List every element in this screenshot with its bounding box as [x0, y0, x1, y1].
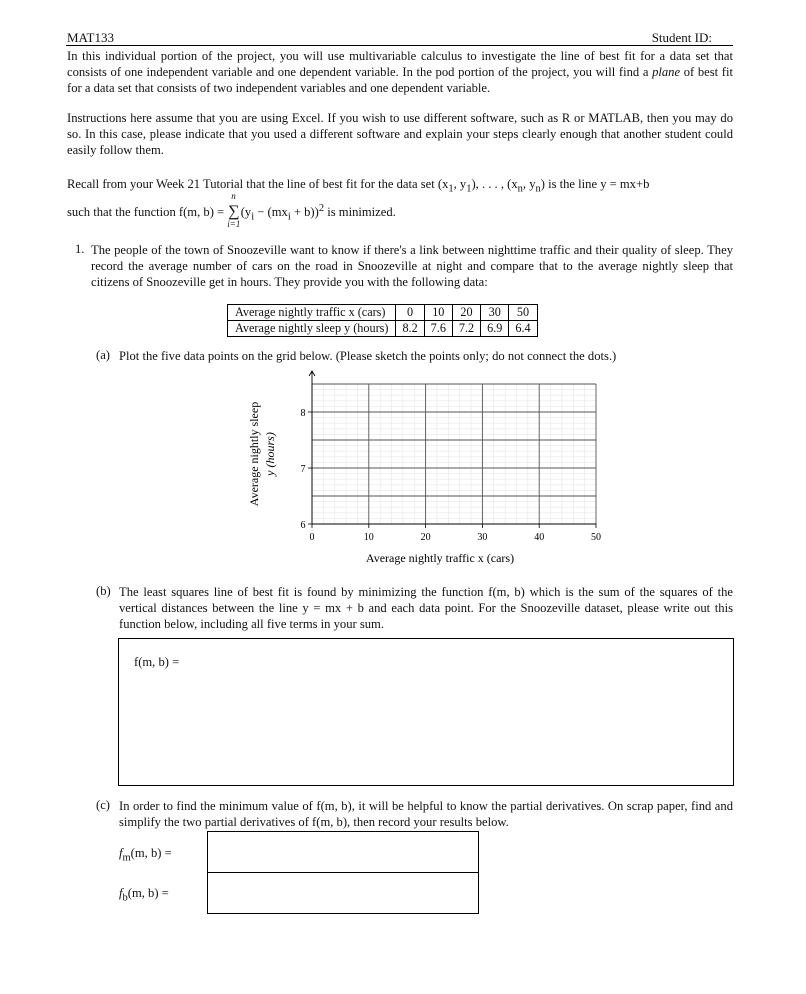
scatter-plot-grid[interactable]	[240, 366, 620, 572]
tick-labels	[301, 408, 602, 543]
table-cell: 20	[452, 305, 480, 321]
y-tick-label: 8	[300, 408, 306, 419]
intro-paragraph-2: Instructions here assume that you are using Excel. If you wish to use different software, such as R or MATLAB, then you may do so. In this case, please indicate that you used a different software and explain your steps clearly enough that another student could easily follow them.	[67, 111, 733, 157]
y-tick-label: 7	[300, 464, 306, 475]
major-gridlines	[312, 384, 596, 524]
y-axis-label-line-2: y (hours)	[263, 432, 277, 476]
data-table	[227, 304, 538, 337]
table-cell: 8.2	[396, 321, 424, 337]
table-cell: 10	[424, 305, 452, 321]
summation-symbol: n ∑ i=1	[227, 191, 241, 230]
table-row-traffic	[228, 305, 538, 321]
fm-answer-box[interactable]	[207, 831, 479, 873]
fb-answer-label: $f_b(m$, b) =	[119, 886, 169, 904]
course-code: MAT133	[67, 30, 114, 45]
fm-answer-label: $f_m(m$, b) =	[119, 846, 172, 864]
part-b-label: (b)	[96, 584, 111, 598]
table-cell: 0	[396, 305, 424, 321]
x-tick-label: 30	[477, 532, 488, 543]
header-rule	[66, 45, 733, 46]
table-cell: 30	[481, 305, 509, 321]
table-row-label: Average nightly traffic x (cars)	[228, 305, 396, 321]
table-row-sleep	[228, 321, 538, 337]
table-cell: 7.6	[424, 321, 452, 337]
question-1-number: 1.	[75, 242, 85, 256]
x-tick-label: 10	[363, 532, 374, 543]
x-tick-label: 50	[591, 532, 601, 543]
intro-paragraph-3: Recall from your Week 21 Tutorial that the line of best fit for the data set ($x_1$, $y_1$), . . . , ($x_n$, $y_n$) is the line y = mx+b	[67, 177, 650, 195]
objective-equation: such that the function f(m, b) = n ∑ i=1 $(y_i - (mx_i + b))^2$ is minimized.	[67, 191, 396, 230]
table-cell: 7.2	[452, 321, 480, 337]
x-tick-label: 20	[420, 532, 431, 543]
fb-answer-box[interactable]	[207, 872, 479, 914]
plot-axes	[308, 371, 596, 528]
minor-gridlines	[312, 384, 596, 524]
part-c-label: (c)	[96, 798, 110, 812]
part-a-label: (a)	[96, 348, 110, 362]
f-answer-label: f(m, b) =	[134, 655, 180, 669]
x-axis-label: Average nightly traffic x (cars)	[365, 551, 515, 565]
axis-labels	[247, 402, 514, 565]
table-row-label: Average nightly sleep y (hours)	[228, 321, 396, 337]
part-a-text: Plot the five data points on the grid below. (Please sketch the points only; do not connect the dots.)	[119, 349, 617, 363]
part-c-text: In order to find the minimum value of f(m, b), it will be helpful to know the partial derivatives. On scrap paper, find and simplify the two partial derivatives of f(m, b), then record your results below.	[119, 799, 733, 829]
y-tick-label: 6	[300, 520, 306, 531]
x-tick-label: 0	[309, 532, 315, 543]
student-id-label: Student ID:	[651, 30, 712, 45]
question-1-text: The people of the town of Snoozeville want to know if there's a link between nighttime traffic and their quality of sleep. They record the average number of cars on the road in Snoozeville at night and compare that to the average nightly sleep that citizens of Snoozeville get in hours. They provide you with the following data:	[91, 243, 733, 289]
table-cell: 6.4	[509, 321, 537, 337]
part-b-text: The least squares line of best fit is found by minimizing the function f(m, b) which is the sum of the squares of the vertical distances between the line y = mx + b and each data point. For the Snoozeville dataset, please write out this function below, including all five terms in your sum.	[119, 585, 733, 631]
f-answer-box[interactable]	[118, 638, 734, 786]
y-axis-label-line-1: Average nightly sleep	[247, 401, 261, 507]
table-cell: 50	[509, 305, 537, 321]
table-cell: 6.9	[481, 321, 509, 337]
intro-paragraph-1: In this individual portion of the project, you will use multivariable calculus to investigate the line of best fit for a data set that consists of one independent variable and one dependent variable. In the pod portion of the project, you will find a plane of best fit for a data set that consists of two independent variables and one dependent variable.	[67, 49, 733, 95]
x-tick-label: 40	[534, 532, 545, 543]
